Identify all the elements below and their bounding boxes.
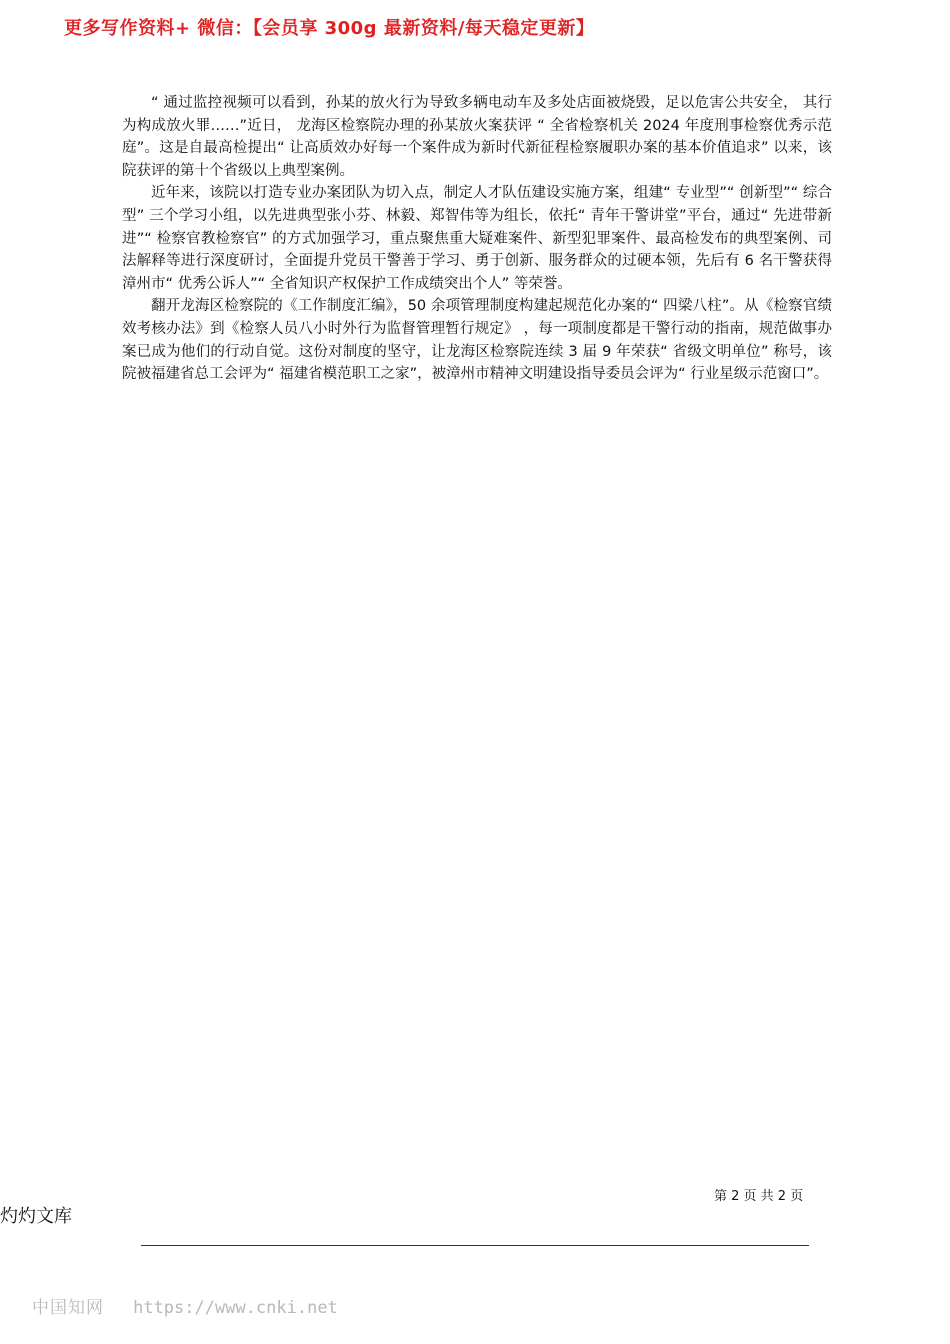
page-number: 第 2 页 共 2 页 (714, 1189, 804, 1204)
watermark-url: https://www.cnki.net (133, 1298, 338, 1318)
cnki-watermark (32, 1293, 338, 1318)
paragraph-3: 翻开龙海区检察院的《工作制度汇编》，50 余项管理制度构建起规范化办案的“ 四梁八柱”。从《检察官绩效考核办法》到《检察人员八小时外行为监督管理暂行规定》 ，每一项制度都是干警行动的指南，规范做事办案已成为他们的行动自觉。这份对制度的坚守，让龙海区检察院连续 3 届 9 年荣获“ 省级文明单位” 称号，该院被福建省总工会评为“ 福建省模范职工之家”，被漳州市精神文明建设指导委员会评为“ 行业星级示范窗口”。 (122, 298, 832, 383)
watermark-brand: 中国知网 (32, 1298, 104, 1318)
paragraph-1: “ 通过监控视频可以看到，孙某的放火行为导致多辆电动车及多处店面被烧毁，足以危害公共安全， 其行为构成放火罪……”近日， 龙海区检察院办理的孙某放火案获评 “ 全省检察机关 2024 年度刑事检察优秀示范庭”。这是自最高检提出“ 让高质效办好每一个案件成为新时代新征程检察履职办案的基本价值追求” 以来，该院获评的第十个省级以上典型案例。 (122, 95, 832, 179)
library-name: 灼灼文库 (0, 1206, 72, 1227)
article-body (122, 92, 832, 386)
paragraph-2: 近年来，该院以打造专业办案团队为切入点，制定人才队伍建设实施方案，组建“ 专业型”“ 创新型”“ 综合型” 三个学习小组，以先进典型张小芬、林毅、郑智伟等为组长，依托“ 青年干警讲堂”平台，通过“ 先进带新进”“ 检察官教检察官” 的方式加强学习，重点聚焦重大疑难案件、新型犯罪案件、最高检发布的典型案例、司法解释等进行深度研讨，全面提升党员干警善于学习、勇于创新、服务群众的过硬本领，先后有 6 名干警获得漳州市“ 优秀公诉人”“ 全省知识产权保护工作成绩突出个人” 等荣誉。 (122, 185, 832, 292)
footer-divider (141, 1245, 809, 1246)
promo-banner: 更多写作资料+ 微信：【会员享 300g 最新资料/每天稳定更新】 (64, 18, 595, 39)
